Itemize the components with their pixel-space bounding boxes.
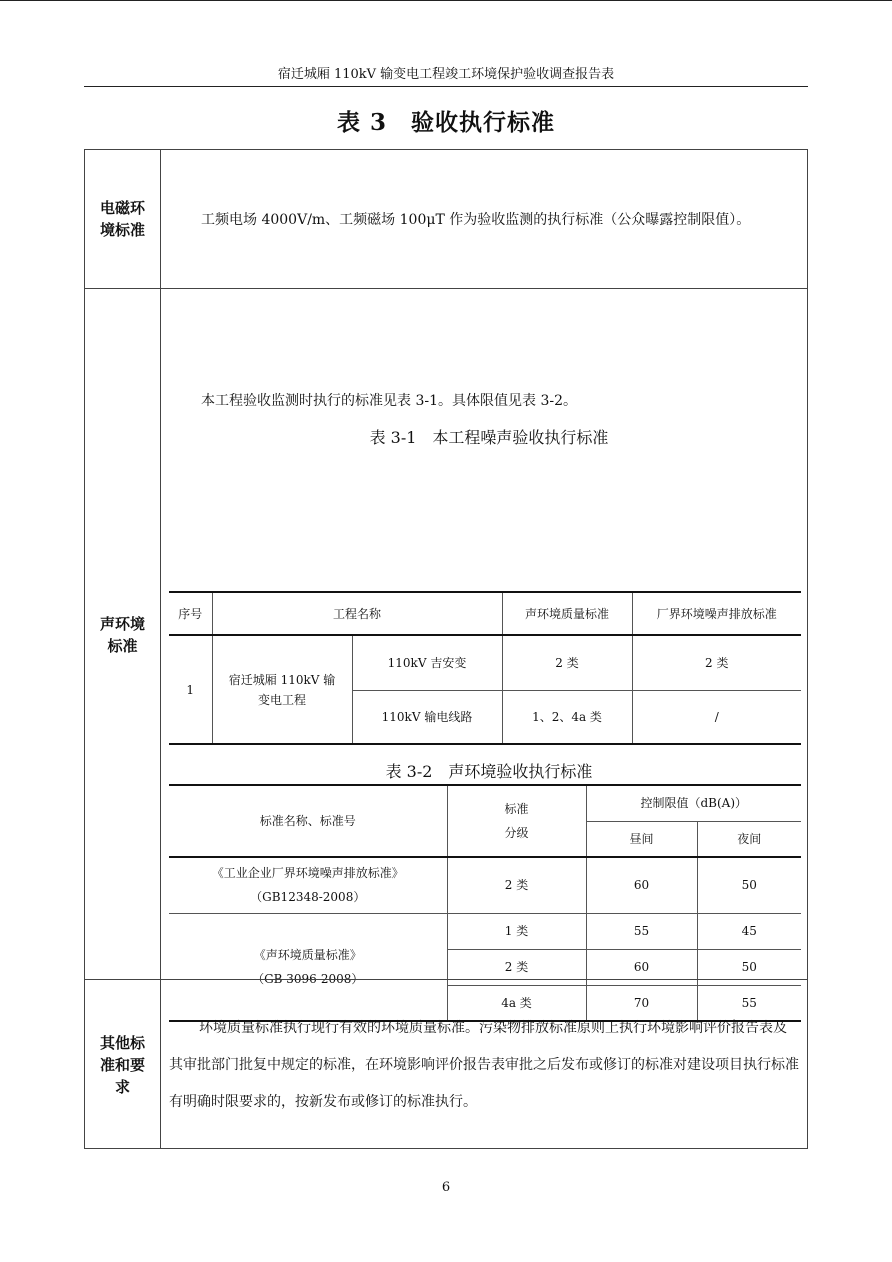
th-limit: 控制限值（dB(A)） (586, 785, 801, 821)
noise-standard-table (169, 591, 801, 745)
th-day: 昼间 (586, 821, 697, 857)
th-project: 工程名称 (212, 592, 502, 635)
cell-substation-quality: 2 类 (502, 635, 632, 691)
other-section (85, 979, 807, 1149)
noise-intro: 本工程验收监测时执行的标准见表 3-1。具体限值见表 3-2。 (201, 393, 577, 409)
day-cell: 70 (586, 985, 697, 1021)
grade-cell: 4a 类 (447, 985, 586, 1021)
noise-label: 声环境标准 (85, 289, 161, 980)
noise-section (85, 288, 807, 1010)
cell-line-name: 110kV 输电线路 (352, 691, 502, 745)
em-section (85, 150, 807, 288)
grade-cell: 1 类 (447, 913, 586, 949)
th-night: 夜间 (697, 821, 801, 857)
page-number: 6 (441, 1180, 451, 1195)
night-cell: 55 (697, 985, 801, 1021)
em-label: 电磁环境标准 (85, 150, 161, 288)
noise-body (161, 289, 807, 1010)
table2-caption: 表 3-2 声环境验收执行标准 (385, 762, 593, 781)
cell-line-quality: 1、2、4a 类 (502, 691, 632, 745)
day-cell: 55 (586, 913, 697, 949)
th-quality: 声环境质量标准 (502, 592, 632, 635)
top-rule (0, 0, 892, 1)
th-standard-name: 标准名称、标准号 (169, 785, 447, 857)
other-text: 环境质量标准执行现行有效的环境质量标准。污染物排放标准原则上执行环境影响评价报告表及其审批部门批复中规定的标准，在环境影响评价报告表审批之后发布或修订的标准对建设项目执行标准有明确时限要求的，按新发布或修订的标准执行。 (169, 1020, 799, 1110)
th-index: 序号 (169, 592, 212, 635)
night-cell: 50 (697, 949, 801, 985)
standards-frame (84, 149, 808, 1149)
other-label: 其他标准和要求 (85, 980, 161, 1149)
night-cell: 45 (697, 913, 801, 949)
page-title: 表 3 验收执行标准 (336, 109, 555, 136)
cell-index: 1 (169, 635, 212, 744)
std-gb3096: 《声环境质量标准》 （GB 3096-2008） (169, 913, 447, 1021)
cell-project: 宿迁城厢 110kV 输变电工程 (212, 635, 352, 744)
std-gb12348: 《工业企业厂界环境噪声排放标准》 （GB12348-2008） (169, 857, 447, 913)
em-body (161, 150, 807, 288)
cell-line-emission: / (632, 691, 801, 745)
em-text: 工频电场 4000V/m、工频磁场 100μT 作为验收监测的执行标准（公众曝露控制限值）。 (201, 212, 751, 228)
day-cell: 60 (586, 857, 697, 913)
th-emission: 厂界环境噪声排放标准 (632, 592, 801, 635)
night-cell: 50 (697, 857, 801, 913)
day-cell: 60 (586, 949, 697, 985)
other-body (161, 980, 807, 1149)
cell-substation-name: 110kV 吉安变 (352, 635, 502, 691)
grade-cell: 2 类 (447, 857, 586, 913)
cell-substation-emission: 2 类 (632, 635, 801, 691)
th-grade: 标准 分级 (447, 785, 586, 857)
grade-cell: 2 类 (447, 949, 586, 985)
running-header: 宿迁城厢 110kV 输变电工程竣工环境保护验收调查报告表 (84, 63, 808, 87)
table1-caption: 表 3-1 本工程噪声验收执行标准 (369, 428, 609, 447)
